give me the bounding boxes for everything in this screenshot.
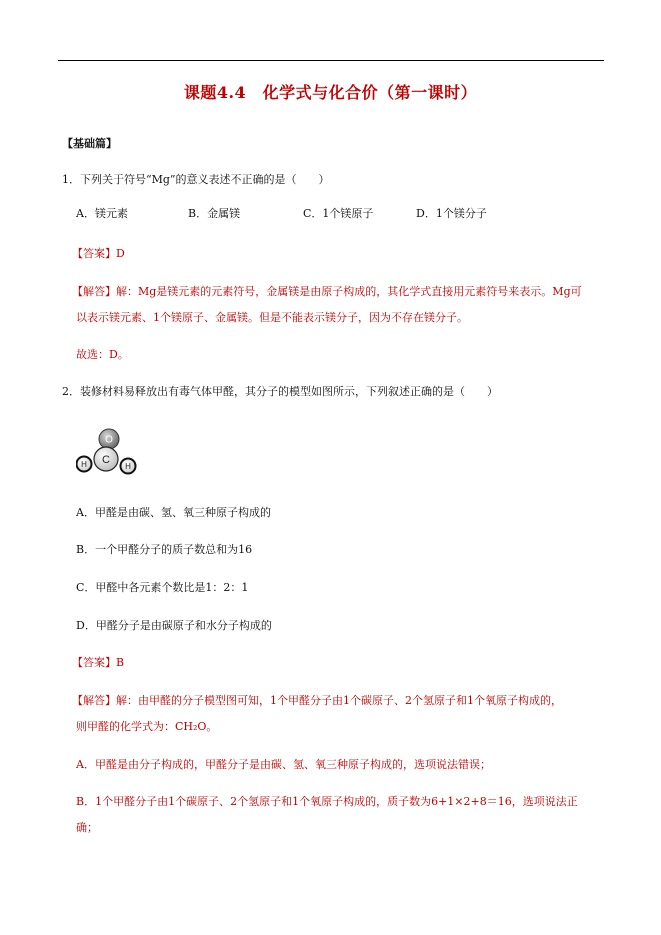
oxygen-label: O: [105, 434, 113, 446]
formaldehyde-molecule-model: [76, 428, 138, 476]
carbon-label: C: [102, 454, 110, 466]
q1-conclusion: 故选：D。: [76, 348, 129, 361]
q1-option-b: B．金属镁: [188, 207, 241, 220]
q2-explanation-line2: 则甲醛的化学式为：CH₂O。: [76, 720, 218, 733]
q2-option-d: D．甲醛分子是由碳原子和水分子构成的: [76, 619, 272, 632]
hydrogen-label-right: H: [125, 462, 131, 471]
q1-option-c: C．1个镁原子: [303, 207, 374, 220]
q2-answer: 【答案】B: [72, 656, 125, 669]
q2-explanation-line1: 【解答】解：由甲醛的分子模型图可知，1个甲醛分子由1个碳原子、2个氢原子和1个氧原子构成的，: [72, 694, 562, 707]
q1-explanation-line1: 【解答】解：Mg是镁元素的元素符号，金属镁是由原子构成的，其化学式直接用元素符号来表示。Mg可: [72, 285, 582, 298]
q1-option-d: D．1个镁分子: [416, 207, 487, 220]
q1-option-a: A．镁元素: [76, 207, 128, 220]
question-1-stem: 1．下列关于符号“Mg”的意义表述不正确的是（ ）: [62, 173, 330, 186]
q1-explanation-line2: 以表示镁元素、1个镁原子、金属镁。但是不能表示镁分子，因为不存在镁分子。: [76, 311, 468, 324]
header-rule: [58, 60, 604, 61]
q2-option-b: B．一个甲醛分子的质子数总和为16: [76, 543, 253, 556]
q2-analysis-a: A．甲醛是由分子构成的，甲醛分子是由碳、氢、氧三种原子构成的，选项说法错误；: [76, 758, 491, 771]
q2-option-c: C．甲醛中各元素个数比是1：2：1: [76, 581, 249, 594]
page-title: 课题4.4 化学式与化合价（第一课时）: [183, 83, 478, 102]
q1-answer: 【答案】D: [72, 247, 125, 260]
q2-option-a: A．甲醛是由碳、氢、氧三种原子构成的: [76, 506, 271, 519]
hydrogen-label-left: H: [81, 460, 87, 469]
q2-analysis-b-line2: 确；: [76, 821, 98, 834]
question-2-stem: 2．装修材料易释放出有毒气体甲醛，其分子的模型如图所示，下列叙述正确的是（ ）: [62, 385, 498, 398]
section-label: 【基础篇】: [62, 137, 117, 150]
q2-analysis-b-line1: B．1个甲醛分子由1个碳原子、2个氢原子和1个氧原子构成的，质子数为6+1×2+8＝16，选项说法正: [76, 795, 578, 808]
